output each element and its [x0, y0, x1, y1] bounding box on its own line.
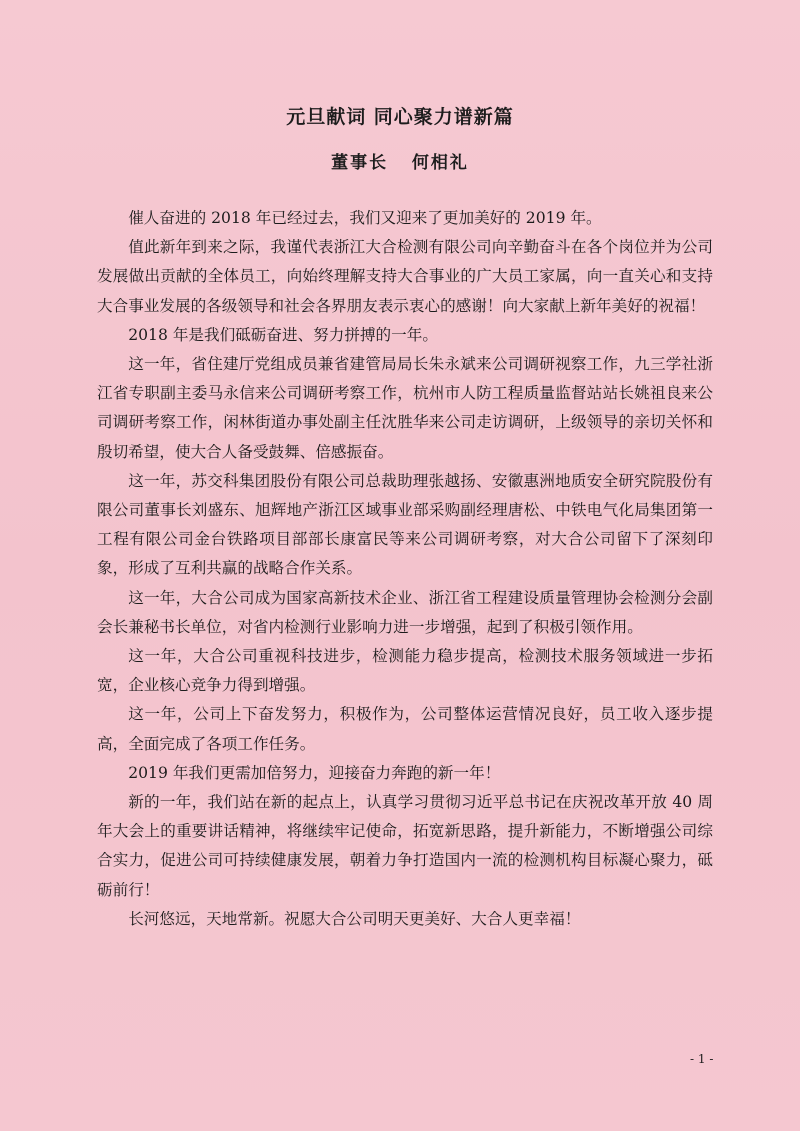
- paragraph: 新的一年，我们站在新的起点上，认真学习贯彻习近平总书记在庆祝改革开放 40 周年大会上的重要讲话精神，将继续牢记使命，拓宽新思路，提升新能力，不断增强公司综合实力，促进公司可持续健康发展，朝着力争打造国内一流的检测机构目标凝心聚力，砥砺前行！: [97, 793, 713, 899]
- page-number: - 1 -: [690, 1052, 714, 1066]
- author-line: 董事长 何相礼: [331, 153, 469, 173]
- paragraph: 2019 年我们更需加倍努力，迎接奋力奔跑的新一年！: [128, 763, 501, 782]
- document-title: 元旦献词 同心聚力谱新篇: [286, 106, 514, 128]
- paragraph: 值此新年到来之际，我谨代表浙江大合检测有限公司向辛勤奋斗在各个岗位并为公司发展做出贡献的全体员工，向始终理解支持大合事业的广大员工家属，向一直关心和支持大合事业发展的各级领导和社会各界朋友表示衷心的感谢！向大家献上新年美好的祝福！: [97, 238, 713, 315]
- paragraph: 这一年，大合公司成为国家高新技术企业、浙江省工程建设质量管理协会检测分会副会长兼秘书长单位，对省内检测行业影响力进一步增强，起到了积极引领作用。: [97, 588, 713, 636]
- paragraph: 这一年，大合公司重视科技进步，检测能力稳步提高，检测技术服务领域进一步拓宽，企业核心竞争力得到增强。: [97, 647, 713, 695]
- paragraph: 长河悠远，天地常新。祝愿大合公司明天更美好、大合人更幸福！: [128, 909, 581, 928]
- paragraph: 这一年，公司上下奋发努力，积极作为，公司整体运营情况良好，员工收入逐步提高，全面完成了各项工作任务。: [97, 705, 713, 753]
- paragraph: 这一年，苏交科集团股份有限公司总裁助理张越扬、安徽惠洲地质安全研究院股份有限公司董事长刘盛东、旭辉地产浙江区域事业部采购副经理唐松、中铁电气化局集团第一工程有限公司金台铁路项目部部长康富民等来公司调研考察，对大合公司留下了深刻印象，形成了互利共赢的战略合作关系。: [97, 471, 713, 578]
- paragraph: 催人奋进的 2018 年已经过去，我们又迎来了更加美好的 2019 年。: [128, 209, 602, 227]
- paragraph: 这一年，省住建厅党组成员兼省建管局局长朱永斌来公司调研视察工作，九三学社浙江省专职副主委马永信来公司调研考察工作，杭州市人防工程质量监督站站长姚祖良来公司调研考察工作，闲林街道办事处副主任沈胜华来公司走访调研，上级领导的亲切关怀和殷切希望，使大合人备受鼓舞、倍感振奋。: [97, 355, 713, 461]
- document-body: [97, 204, 713, 934]
- paragraph: 2018 年是我们砥砺奋进、努力拼搏的一年。: [128, 325, 438, 344]
